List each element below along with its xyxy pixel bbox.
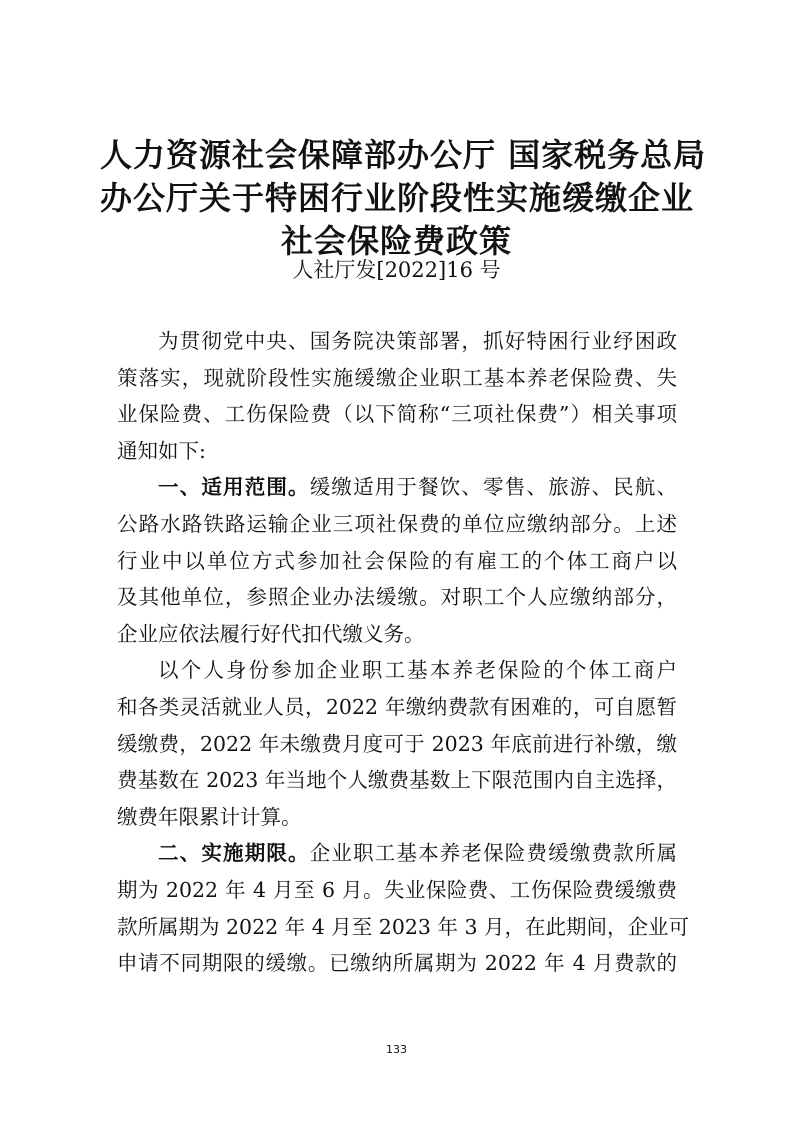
text-segment: 企业职工基本养老保险费缓缴费款所属 bbox=[309, 841, 678, 866]
text-line: 为贯彻党中央、国务院决策部署，抓好特困行业纾困政 bbox=[158, 329, 677, 353]
text-line: 期为 2022 年 4 月至 6 月。失业保险费、工伤保险费缓缴费 bbox=[117, 877, 677, 902]
section-heading: 一、适用范围。 bbox=[158, 475, 310, 500]
text-line: 申请不同期限的缓缴。已缴纳所属期为 2022 年 4 月费款的 bbox=[117, 951, 677, 976]
text-line bbox=[117, 469, 677, 506]
text-line: 费基数在 2023 年当地个人缴费基数上下限范围内自主选择， bbox=[117, 768, 677, 793]
title-line: 人力资源社会保障部办公厅 国家税务总局 bbox=[100, 136, 707, 174]
text-line: 及其他单位，参照企业办法缓缴。对职工个人应缴纳部分， bbox=[117, 585, 677, 610]
text-line: 通知如下: bbox=[117, 438, 206, 463]
document-body bbox=[117, 323, 690, 982]
text-line bbox=[117, 835, 677, 872]
paragraph bbox=[117, 323, 677, 469]
text-line: 款所属期为 2022 年 4 月至 2023 年 3 月，在此期间，企业可 bbox=[117, 914, 690, 939]
text-line: 缴费年限累计计算。 bbox=[117, 804, 302, 829]
page-number: 133 bbox=[386, 1043, 407, 1056]
text-line: 行业中以单位方式参加社会保险的有雇工的个体工商户以 bbox=[117, 548, 677, 573]
text-line: 以个人身份参加企业职工基本养老保险的个体工商户 bbox=[158, 658, 677, 683]
section-heading: 二、实施期限。 bbox=[158, 841, 310, 866]
paragraph bbox=[117, 652, 677, 835]
paragraph bbox=[117, 835, 690, 981]
text-line: 业保险费、工伤保险费（以下简称“三项社保费”）相关事项 bbox=[117, 402, 677, 427]
text-line: 企业应依法履行好代扣代缴义务。 bbox=[117, 621, 425, 646]
document-number: 人社厅发[2022]16 号 bbox=[292, 258, 501, 282]
text-line: 公路水路铁路运输企业三项社保费的单位应缴纳部分。上述 bbox=[117, 511, 677, 536]
text-line: 策落实，现就阶段性实施缓缴企业职工基本养老保险费、失 bbox=[117, 365, 677, 390]
title-line: 社会保险费政策 bbox=[280, 222, 512, 260]
text-segment: 缓缴适用于餐饮、零售、旅游、民航、 bbox=[309, 475, 678, 500]
paragraph bbox=[117, 469, 677, 652]
text-line: 缓缴费，2022 年未缴费月度可于 2023 年底前进行补缴，缴 bbox=[117, 731, 677, 756]
title-line: 办公厅关于特困行业阶段性实施缓缴企业 bbox=[100, 179, 695, 217]
document-title bbox=[100, 134, 707, 263]
text-line: 和各类灵活就业人员，2022 年缴纳费款有困难的，可自愿暂 bbox=[117, 694, 677, 719]
